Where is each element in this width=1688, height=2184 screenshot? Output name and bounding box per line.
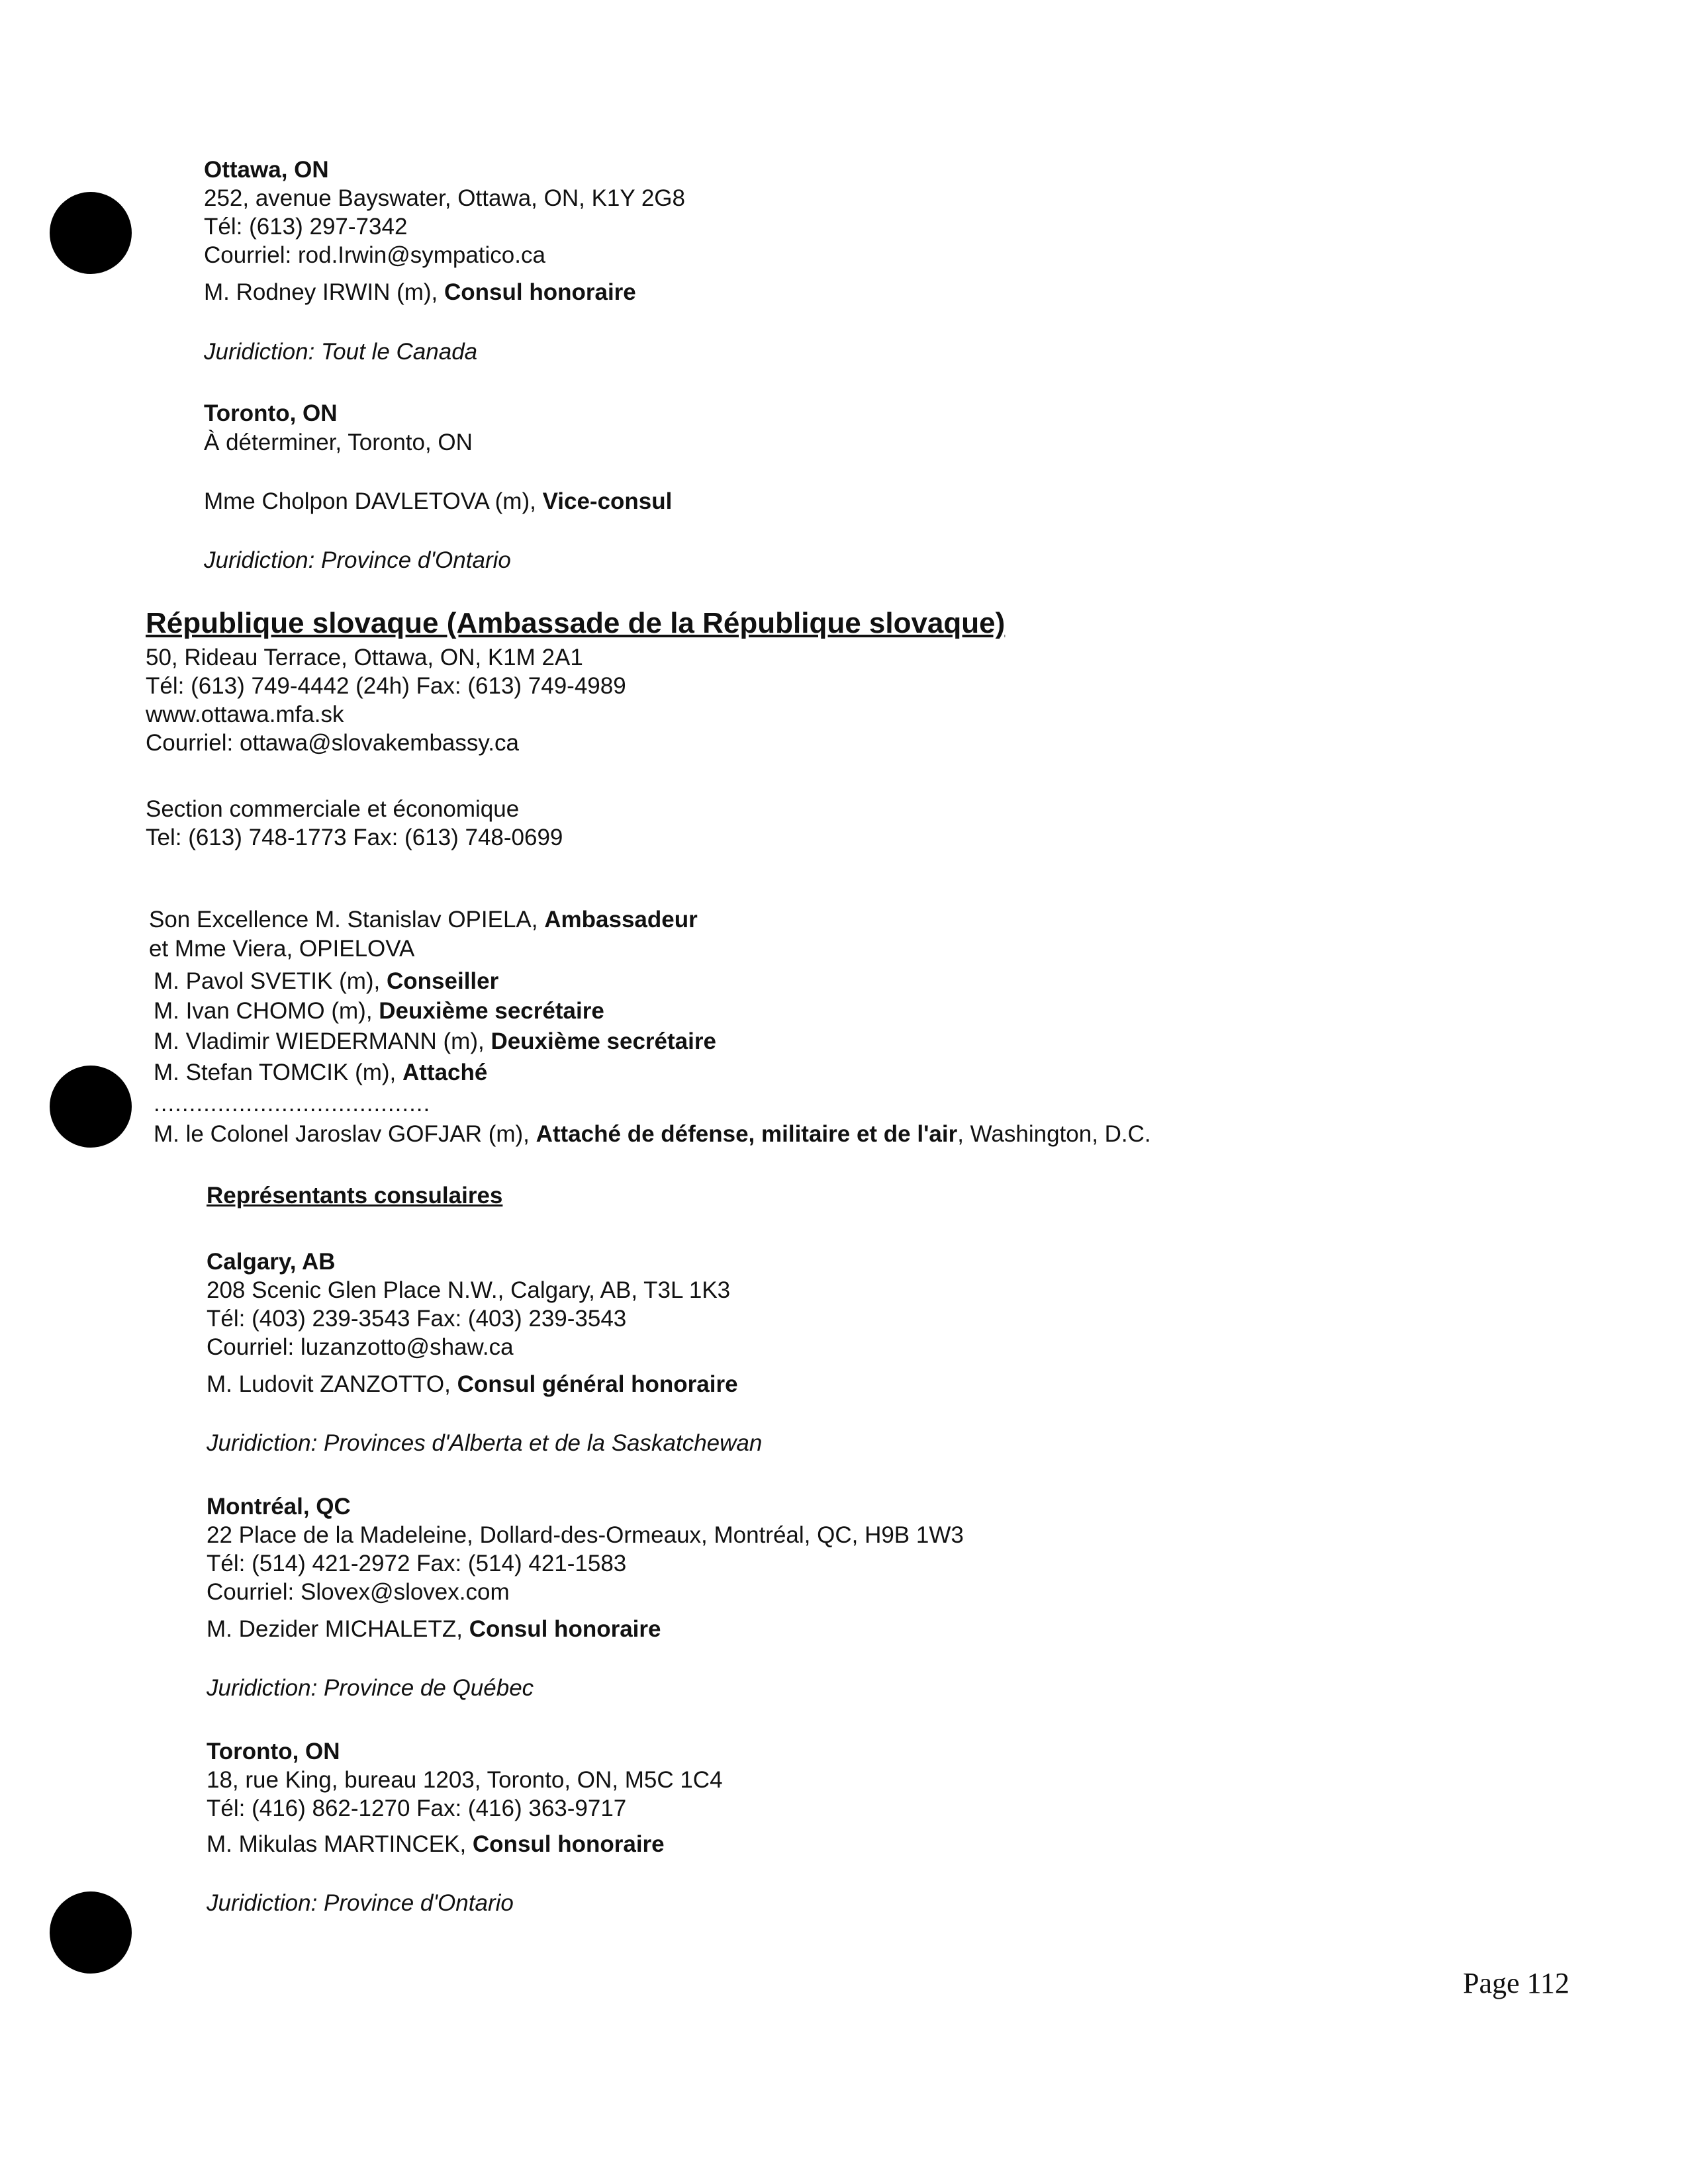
- commercial-section: Section commerciale et économique: [146, 796, 520, 822]
- consul-city: Calgary, AB: [207, 1249, 336, 1275]
- staff-row: [149, 935, 414, 963]
- embassy-email: Courriel: ottawa@slovakembassy.ca: [146, 730, 519, 756]
- consul-address: 252, avenue Bayswater, Ottawa, ON, K1Y 2G8: [204, 185, 685, 211]
- person-name: M. Ludovit ZANZOTTO,: [207, 1371, 457, 1397]
- staff-name: M. Vladimir WIEDERMANN (m),: [154, 1028, 491, 1054]
- staff-title: Attaché de défense, militaire et de l'air: [536, 1121, 958, 1147]
- consul-person: [204, 279, 636, 306]
- consul-email: Courriel: luzanzotto@shaw.ca: [207, 1334, 514, 1360]
- staff-name: M. le Colonel Jaroslav GOFJAR (m),: [154, 1121, 536, 1147]
- staff-name: Son Excellence M. Stanislav OPIELA,: [149, 907, 545, 933]
- consul-jurisdiction: Juridiction: Province d'Ontario: [207, 1890, 514, 1916]
- staff-row: [154, 968, 498, 995]
- consul-person: [204, 488, 672, 516]
- dotted-separator: .......................................: [154, 1091, 431, 1116]
- consul-jurisdiction: Juridiction: Tout le Canada: [204, 339, 478, 365]
- staff-name: et Mme Viera, OPIELOVA: [149, 936, 415, 962]
- staff-row: [154, 1028, 716, 1056]
- consul-address: 18, rue King, bureau 1203, Toronto, ON, M5C 1C4: [207, 1767, 723, 1793]
- staff-name: M. Stefan TOMCIK (m),: [154, 1060, 402, 1085]
- person-name: M. Dezider MICHALETZ,: [207, 1616, 469, 1642]
- staff-row: [154, 997, 604, 1025]
- consul-person: [207, 1831, 665, 1858]
- country-heading: République slovaque (Ambassade de la République slovaque): [146, 607, 1006, 639]
- person-title: Consul honoraire: [469, 1616, 661, 1642]
- consul-address: À déterminer, Toronto, ON: [204, 430, 473, 455]
- consul-jurisdiction: Juridiction: Province de Québec: [207, 1675, 534, 1701]
- consul-address: 208 Scenic Glen Place N.W., Calgary, AB, T3L 1K3: [207, 1277, 731, 1303]
- person-title: Consul général honoraire: [457, 1371, 738, 1397]
- page-number: Page 112: [1463, 1967, 1570, 1999]
- consul-person: [207, 1615, 661, 1643]
- person-title: Vice-consul: [542, 488, 673, 514]
- consul-jurisdiction: Juridiction: Province d'Ontario: [204, 547, 511, 573]
- embassy-website: www.ottawa.mfa.sk: [146, 702, 344, 727]
- consular-heading: Représentants consulaires: [207, 1183, 503, 1208]
- consul-email: Courriel: Slovex@slovex.com: [207, 1579, 510, 1605]
- consul-phone: Tél: (416) 862-1270 Fax: (416) 363-9717: [207, 1796, 627, 1821]
- consul-city: Toronto, ON: [207, 1739, 340, 1764]
- consul-city: Toronto, ON: [204, 400, 338, 426]
- staff-name: M. Ivan CHOMO (m),: [154, 998, 379, 1024]
- staff-name: M. Pavol SVETIK (m),: [154, 968, 387, 994]
- punch-hole-middle: [50, 1066, 132, 1148]
- consul-phone: Tél: (514) 421-2972 Fax: (514) 421-1583: [207, 1551, 627, 1576]
- person-title: Consul honoraire: [444, 279, 636, 305]
- commercial-phone: Tel: (613) 748-1773 Fax: (613) 748-0699: [146, 825, 563, 850]
- consul-address: 22 Place de la Madeleine, Dollard-des-Ormeaux, Montréal, QC, H9B 1W3: [207, 1522, 964, 1548]
- person-title: Consul honoraire: [472, 1831, 665, 1857]
- consul-phone: Tél: (613) 297-7342: [204, 214, 408, 240]
- consul-city: Ottawa, ON: [204, 157, 329, 183]
- person-name: M. Mikulas MARTINCEK,: [207, 1831, 473, 1857]
- staff-title: Conseiller: [387, 968, 499, 994]
- staff-title: Attaché: [402, 1060, 488, 1085]
- staff-title: Deuxième secrétaire: [491, 1028, 716, 1054]
- consul-email: Courriel: rod.Irwin@sympatico.ca: [204, 242, 545, 268]
- staff-row: [149, 906, 698, 934]
- consul-city: Montréal, QC: [207, 1494, 351, 1520]
- staff-row-defense-attache: [154, 1120, 1151, 1148]
- embassy-phone: Tél: (613) 749-4442 (24h) Fax: (613) 749-4989: [146, 673, 626, 699]
- person-name: Mme Cholpon DAVLETOVA (m),: [204, 488, 543, 514]
- staff-location: , Washington, D.C.: [957, 1121, 1151, 1147]
- staff-row: [154, 1059, 487, 1087]
- person-name: M. Rodney IRWIN (m),: [204, 279, 445, 305]
- staff-title: Ambassadeur: [544, 907, 698, 933]
- punch-hole-top: [50, 192, 132, 274]
- staff-title: Deuxième secrétaire: [379, 998, 604, 1024]
- punch-hole-bottom: [50, 1891, 132, 1974]
- consul-person: [207, 1371, 738, 1398]
- consul-jurisdiction: Juridiction: Provinces d'Alberta et de la Saskatchewan: [207, 1430, 763, 1456]
- embassy-address: 50, Rideau Terrace, Ottawa, ON, K1M 2A1: [146, 645, 583, 670]
- consul-phone: Tél: (403) 239-3543 Fax: (403) 239-3543: [207, 1306, 627, 1332]
